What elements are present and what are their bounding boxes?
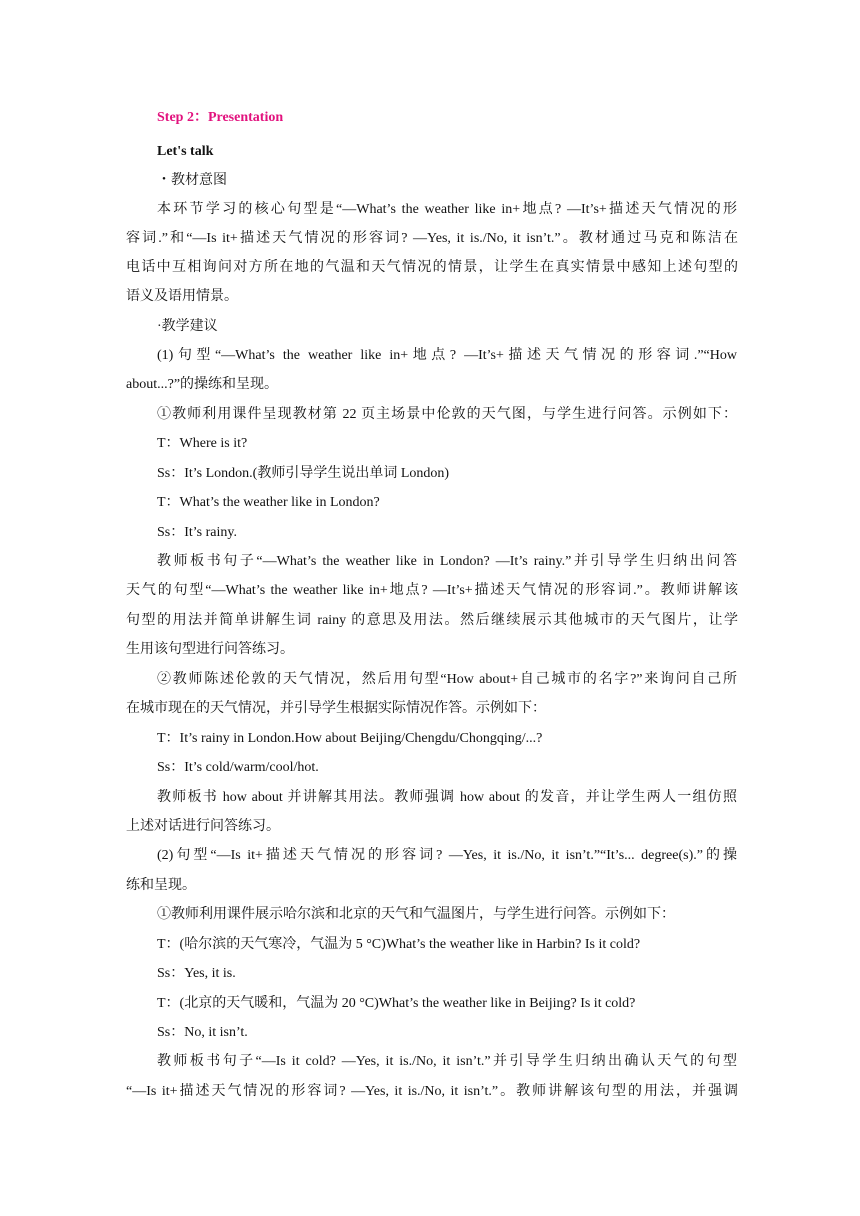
text-line: 在城市现在的天气情况，并引导学生根据实际情况作答。示例如下： <box>126 701 546 716</box>
dialogue-line: T：(哈尔滨的天气寒冷，气温为 5 °C)What’s the weather like in Harbin? Is it cold? <box>157 937 641 952</box>
subheading: Let's talk <box>157 144 214 159</box>
text-line: 生用该句型进行问答练习。 <box>126 642 294 657</box>
dialogue-line: T：What’s the weather like in London? <box>157 495 380 510</box>
dialogue-line: Ss：It’s London.(教师引导学生说出单词 London) <box>157 466 450 481</box>
text-line: 电话中互相询问对方所在地的气温和天气情况的情景，让学生在真实情景中感知上述句型的 <box>126 260 738 275</box>
text-line: 教师板书句子“—What’s the weather like in London? —It’s rainy.”并引导学生归纳出问答 <box>157 554 737 569</box>
text-line: 容词.”和“—Is it+描述天气情况的形容词? —Yes, it is./No, it isn’t.”。教材通过马克和陈洁在 <box>126 231 738 246</box>
text-line: 教师板书句子“—Is it cold? —Yes, it is./No, it isn’t.”并引导学生归纳出确认天气的句型 <box>157 1054 737 1069</box>
text-line: 本环节学习的核心句型是“—What’s the weather like in+地点? —It’s+描述天气情况的形 <box>157 202 737 217</box>
step-heading: Step 2：Presentation <box>157 110 284 125</box>
dialogue-line: T：(北京的天气暖和，气温为 20 °C)What’s the weather like in Beijing? Is it cold? <box>157 996 636 1011</box>
text-line: 天气的句型“—What’s the weather like in+地点? —It’s+描述天气情况的形容词.”。教师讲解该 <box>126 583 738 598</box>
dialogue-line: T：Where is it? <box>157 436 248 451</box>
text-line: 练和呈现。 <box>126 878 196 893</box>
section-label: ・教材意图 <box>157 173 227 188</box>
text-line: (1)句型“—What’s the weather like in+地点? —It’s+描述天气情况的形容词.”“How <box>157 348 737 363</box>
dialogue-line: Ss：It’s rainy. <box>157 525 237 540</box>
text-line: about...?”的操练和呈现。 <box>126 377 279 392</box>
section-label: ·教学建议 <box>157 319 218 334</box>
text-line: 上述对话进行问答练习。 <box>126 819 280 834</box>
text-line: ②教师陈述伦敦的天气情况，然后用句型“How about+自己城市的名字?”来询问自己所 <box>157 672 737 687</box>
dialogue-line: Ss：It’s cold/warm/cool/hot. <box>157 760 319 775</box>
text-line: (2)句型“—Is it+描述天气情况的形容词? —Yes, it is./No, it isn’t.”“It’s... degree(s).”的操 <box>157 848 737 863</box>
text-line: 语义及语用情景。 <box>126 289 238 304</box>
text-line: 教师板书 how about 并讲解其用法。教师强调 how about 的发音，并让学生两人一组仿照 <box>157 790 737 805</box>
dialogue-line: T：It’s rainy in London.How about Beijing/Chengdu/Chongqing/...? <box>157 731 543 746</box>
dialogue-line: Ss：No, it isn’t. <box>157 1025 248 1040</box>
text-line: “—Is it+描述天气情况的形容词? —Yes, it is./No, it isn’t.”。教师讲解该句型的用法，并强调 <box>126 1084 738 1099</box>
text-line: ①教师利用课件展示哈尔滨和北京的天气和气温图片，与学生进行问答。示例如下： <box>157 907 675 922</box>
text-line: ①教师利用课件呈现教材第 22 页主场景中伦敦的天气图，与学生进行问答。示例如下： <box>157 407 737 422</box>
text-line: 句型的用法并简单讲解生词 rainy 的意思及用法。然后继续展示其他城市的天气图片，让学 <box>126 613 738 628</box>
dialogue-line: Ss：Yes, it is. <box>157 966 236 981</box>
